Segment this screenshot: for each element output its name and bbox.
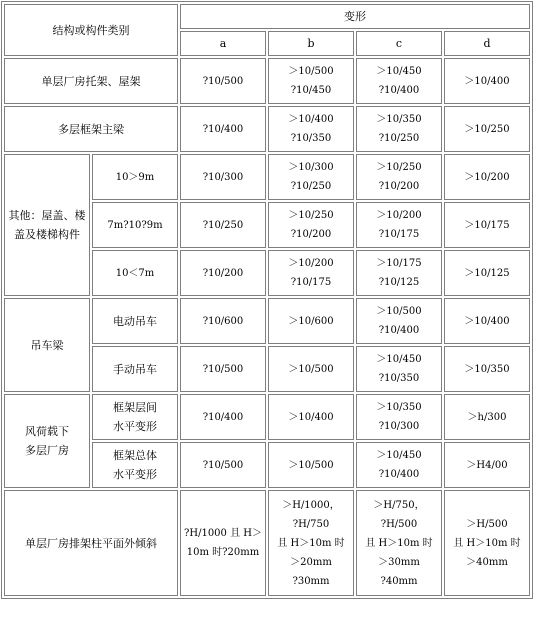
row-label-bent-column-tilt: 单层厂房排架柱平面外倾斜 bbox=[4, 490, 178, 596]
cell-b: ＞10/500 bbox=[268, 346, 354, 392]
header-col-b: b bbox=[268, 31, 354, 56]
cell-b: ＞10/400 bbox=[268, 394, 354, 440]
cell-b: ＞H/1000， ?H/750 且 H＞10m 时 ＞20mm ?30mm bbox=[268, 490, 354, 596]
row-label-crane: 吊车梁 bbox=[4, 298, 90, 392]
cell-b: ＞10/500 ?10/450 bbox=[268, 58, 354, 104]
cell-a: ?10/400 bbox=[180, 106, 266, 152]
cell-b: ＞10/250 ?10/200 bbox=[268, 202, 354, 248]
cell-a: ?10/250 bbox=[180, 202, 266, 248]
header-deformation: 变形 bbox=[180, 4, 530, 29]
cell-c: ＞10/350 ?10/300 bbox=[356, 394, 442, 440]
table-row bbox=[4, 490, 530, 596]
cell-a: ?10/500 bbox=[180, 442, 266, 488]
cell-d: ＞10/350 bbox=[444, 346, 530, 392]
sub-label-electric-crane: 电动吊车 bbox=[92, 298, 178, 344]
cell-d: ＞10/200 bbox=[444, 154, 530, 200]
sub-label-overall-drift: 框架总体 水平变形 bbox=[92, 442, 178, 488]
cell-d: ＞10/250 bbox=[444, 106, 530, 152]
cell-c: ＞10/450 ?10/400 bbox=[356, 442, 442, 488]
cell-c: ＞10/500 ?10/400 bbox=[356, 298, 442, 344]
table-row bbox=[4, 58, 530, 104]
cell-b: ＞10/500 bbox=[268, 442, 354, 488]
cell-c: ＞10/350 ?10/250 bbox=[356, 106, 442, 152]
cell-a: ?H/1000 且 H＞ 10m 时?20mm bbox=[180, 490, 266, 596]
sub-label-interstory-drift: 框架层间 水平变形 bbox=[92, 394, 178, 440]
cell-c: ＞H/750， ?H/500 且 H＞10m 时 ＞30mm ?40mm bbox=[356, 490, 442, 596]
cell-a: ?10/500 bbox=[180, 346, 266, 392]
table-row bbox=[4, 154, 530, 200]
row-label-wind: 风荷载下 多层厂房 bbox=[4, 394, 90, 488]
row-label-multi-frame: 多层框架主梁 bbox=[4, 106, 178, 152]
cell-d: ＞H4/00 bbox=[444, 442, 530, 488]
sub-label-span-7-9m: 7m?10?9m bbox=[92, 202, 178, 248]
cell-c: ＞10/450 ?10/400 bbox=[356, 58, 442, 104]
cell-a: ?10/500 bbox=[180, 58, 266, 104]
cell-c: ＞10/250 ?10/200 bbox=[356, 154, 442, 200]
cell-b: ＞10/300 ?10/250 bbox=[268, 154, 354, 200]
cell-a: ?10/200 bbox=[180, 250, 266, 296]
cell-d: ＞10/175 bbox=[444, 202, 530, 248]
header-col-a: a bbox=[180, 31, 266, 56]
sub-label-span-under-7m: 10＜7m bbox=[92, 250, 178, 296]
row-label-other: 其他：屋盖、楼 盖及楼梯构件 bbox=[4, 154, 90, 296]
sub-label-manual-crane: 手动吊车 bbox=[92, 346, 178, 392]
cell-c: ＞10/175 ?10/125 bbox=[356, 250, 442, 296]
sub-label-span-over-9m: 10＞9m bbox=[92, 154, 178, 200]
cell-d: ＞10/400 bbox=[444, 298, 530, 344]
cell-d: ＞H/500 且 H＞10m 时 ＞40mm bbox=[444, 490, 530, 596]
header-col-c: c bbox=[356, 31, 442, 56]
cell-d: ＞h/300 bbox=[444, 394, 530, 440]
cell-d: ＞10/125 bbox=[444, 250, 530, 296]
header-category: 结构或构件类别 bbox=[4, 4, 178, 56]
cell-a: ?10/400 bbox=[180, 394, 266, 440]
deformation-table bbox=[1, 1, 533, 599]
header-col-d: d bbox=[444, 31, 530, 56]
cell-b: ＞10/200 ?10/175 bbox=[268, 250, 354, 296]
cell-a: ?10/300 bbox=[180, 154, 266, 200]
cell-b: ＞10/600 bbox=[268, 298, 354, 344]
cell-d: ＞10/400 bbox=[444, 58, 530, 104]
table-row bbox=[4, 106, 530, 152]
cell-b: ＞10/400 ?10/350 bbox=[268, 106, 354, 152]
row-label-single-truss: 单层厂房托架、屋架 bbox=[4, 58, 178, 104]
table-row bbox=[4, 298, 530, 344]
table-row bbox=[4, 394, 530, 440]
cell-a: ?10/600 bbox=[180, 298, 266, 344]
cell-c: ＞10/200 ?10/175 bbox=[356, 202, 442, 248]
cell-c: ＞10/450 ?10/350 bbox=[356, 346, 442, 392]
